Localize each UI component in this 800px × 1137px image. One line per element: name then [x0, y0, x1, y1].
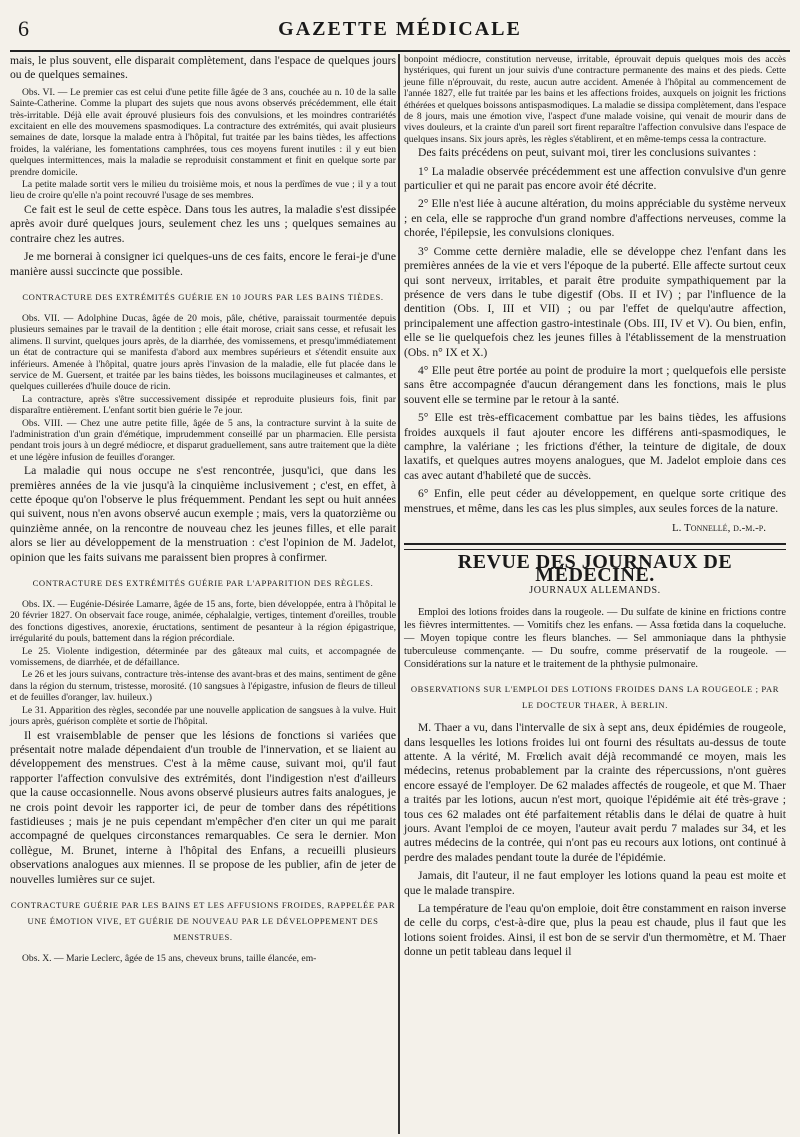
paragraph: mais, le plus souvent, elle disparait complètement, dans l'espace de quelques jours ou de quelques semaines.	[10, 54, 396, 82]
paragraph: Obs. VI. — Le premier cas est celui d'une petite fille âgée de 3 ans, couchée au n. 10 de la salle Sainte-Catherine. Comme la plupart des sujets que nous avons observés précédemment, elle était très-irritable. Déjà elle avait éprouvé plusieurs fois des convulsions, et les moindres contrariétés excitaient en elle des mouvemens spasmodiques. La contracture des extrémités, qui avait plusieurs semaines de date, lorsque la malade entra à l'hôpital, fut traitée par les bains tièdes, les affections froides, la valériane, les fomentations camphrées, tous ces moyens furent inutiles : il y eut bien quelques intermittences, mais la maladie se reproduisit constamment et finit en quelque sorte par prendre domicile.	[10, 86, 396, 178]
section-heading: CONTRACTURE DES EXTRÉMITÉS GUÉRIE PAR L'APPARITION DES RÈGLES.	[32, 578, 374, 589]
paragraph: La petite malade sortit vers le milieu du troisième mois, et nous la perdîmes de vue ; il y a tout lieu de croire qu'elle n'a point recouvré l'usage de ses membres.	[10, 179, 396, 202]
paragraph: Le 26 et les jours suivans, contracture très-intense des avant-bras et des mains, sentiment de gêne dans la région du sternum, tristesse, morosité. (10 sangsues à l'épigastre, infusion de fleurs de tilleul et de feuilles d'oranger, lav. huileux.)	[10, 669, 396, 704]
paragraph: La température de l'eau qu'on emploie, doit être constamment en raison inverse de celle du corps, c'est-à-dire que, plus la peau est chaude, plus il faut que les lotions soient froides. Ainsi, il est bon de se servir d'un thermomètre, et M. Thaer donne un petit tableau dans lequel il	[404, 902, 786, 959]
paragraph: 1° La maladie observée précédemment est une affection convulsive d'un genre particulier et qui ne parait pas encore avoir été décrite.	[404, 164, 786, 193]
paragraph: Le 31. Apparition des règles, secondée par une nouvelle application de sangsues à la vulve. Huit jours après, guérison complète et sortie de l'hôpital.	[10, 704, 396, 728]
paragraph: Le 25. Violente indigestion, déterminée par des gâteaux mal cuits, et accompagnée de vomissemens, de diarrhée, et de défaillance.	[10, 645, 396, 669]
paragraph: Il est vraisemblable de penser que les lésions de fonctions si variées que présentait notre malade dépendaient d'un trouble de l'innervation, et se liaient au développement des menstrues. C'est à la même cause, suivant moi, qu'il faut rapporter l'affection convulsive des extrémités, dont l'indigestion n'est d'ailleurs que la cause occasionnelle. Nous avons observé plusieurs autres faits analogues, je ne crois point devoir les rapporter ici, de peur de tomber dans des répétitions fastidieuses ; mais je ne puis cependant m'empêcher d'en citer un qui me parait accompagné de quelques circonstances remarquables. Ce sera le dernier. Mon collègue, M. Brunet, interne à l'hôpital des Enfans, a recueilli plusieurs observations analogues aux miennes. Il se propose de les publier, afin de jeter de nouvelles lumières sur ce sujet.	[10, 728, 396, 886]
paragraph: M. Thaer a vu, dans l'intervalle de six à sept ans, deux épidémies de rougeole, dans lesquelles les lotions froides lui ont fourni des résultats au-dessus de toute attente. A la vérité, M. Frœlich avait déjà recommandé ce moyen, mais les médecins, retenus probablement par la crainte des répercussions, n'ont guères encore essayé de l'employer. De 62 malades affectés de rougeole, et que M. Thaer a traités par les lotions, aucun n'est mort, quoique l'épidémie ait été très-grave ; tous ces 62 malades ont été parfaitement rétablis dans le délai de quatre à huit jours. Avant l'emploi de ce moyen, l'auteur avait perdu 7 malades sur 34, et les autres médecins de la contrée, qui n'ont pas eu recours aux lotions, ont continué à perdre des malades pendant toute la durée de l'épidémie.	[404, 721, 786, 864]
paragraph: Obs. X. — Marie Leclerc, âgée de 15 ans, cheveux bruns, taille élancée, em-	[22, 952, 317, 964]
section-heading: OBSERVATIONS SUR L'EMPLOI DES LOTIONS FROIDES DANS LA ROUGEOLE ; PAR LE DOCTEUR THAER, À BERLIN.	[410, 684, 780, 711]
paragraph: Obs. VII. — Adolphine Ducas, âgée de 20 mois, pâle, chétive, paraissait tourmentée depuis plusieurs semaines par le travail de la dentition ; elle était morose, criait sans cesse, et refusait les alimens. Il survint, quelques jours après, de la diarrhée, des vomissemens, et presqu'immédiatement un état de contracture qui se manifesta d'abord aux membres supérieurs et s'étendit ensuite aux inférieurs. Amenée à l'hôpital, quatre jours après l'invasion de la maladie, elle fut placée dans le service de M. Guersent, et traitée par les bains tièdes, les boissons mucilagineuses et calmantes, et quelques cuillerées d'huile douce de ricin.	[10, 312, 396, 393]
section-rule	[404, 543, 786, 550]
page-number: 6	[18, 16, 29, 41]
paragraph: Ce fait est le seul de cette espèce. Dans tous les autres, la maladie s'est dissipée après avoir duré quelques jours, seulement chez les uns ; quelques semaines au contraire chez les autres.	[10, 202, 396, 245]
left-column	[10, 54, 396, 965]
paragraph: 5° Elle est très-efficacement combattue par les bains tièdes, les affusions froides auxquels il faut ajouter encore les différens anti-spasmodiques, le camphre, la valériane ; les frictions d'éther, la teinture de digitale, de doux laxatifs, et quelques autres moyens analogues, que M. Jadelot emploie dans ces cas avec autant d'habileté que de succès.	[404, 411, 786, 482]
author-signature: L. Tonnellé, d.-m.-p.	[671, 522, 766, 534]
review-title: REVUE DES JOURNAUX DE MÉDECINE.	[457, 550, 733, 586]
right-column	[404, 54, 786, 964]
page-header	[10, 14, 790, 52]
paragraph: La maladie qui nous occupe ne s'est rencontrée, jusqu'ici, que dans les premières années de la vie jusqu'à la cinquième inclusivement ; c'est, en effet, à cette époque qu'on l'observe le plus fréquemment. Pendant les sept ou huit années qui suivent, nous n'en avons observé aucun exemple ; mais, vers la quatorzième ou quinzième année, on la rencontre de nouveau chez les jeunes filles, et elle parait alors se lier au développement de la menstruation : c'est l'opinion de M. Jadelot, opinion que les faits suivans me paraissent bien propres à confirmer.	[10, 464, 396, 564]
paragraph: Je me bornerai à consigner ici quelques-uns de ces faits, encore le ferai-je d'une manière aussi succincte que possible.	[10, 250, 396, 278]
column-divider	[398, 54, 400, 1134]
section-heading: CONTRACTURE DES EXTRÉMITÉS GUÉRIE EN 10 JOURS PAR LES BAINS TIÈDES.	[22, 291, 384, 302]
review-subtitle: JOURNAUX ALLEMANDS.	[529, 585, 661, 597]
paragraph: Obs. IX. — Eugénie-Désirée Lamarre, âgée de 15 ans, forte, bien développée, entra à l'hôpital le 20 février 1827. On observait face rouge, animée, céphalalgie, vertiges, tintement d'oreilles, trouble des fonctions digestives, anorexie, éructations, sentiment de pesanteur à la région épigastrique, irrégularité du pouls, battement dans la région précordiale.	[10, 599, 396, 645]
section-heading: CONTRACTURE GUÉRIE PAR LES BAINS ET LES AFFUSIONS FROIDES, RAPPELÉE PAR UNE ÉMOTION VIVE, ET GUÉRIE DE NOUVEAU PAR LE DÉVELOPPEMENT DES MENSTRUES.	[10, 899, 396, 942]
paragraph: bonpoint médiocre, constitution nerveuse, irritable, éprouvait depuis quelques mois des accès hystériques, qui furent un jour suivis d'une contracture permanente des mains et des pieds. Cette jeune fille n'éprouvait, du reste, aucun autre accident. Amenée à l'hôpital au commencement de l'année 1827, elle fut traitée par les bains et les affections froides, auxquels on joignit les frictions éthérées et quelques boissons antispasmodiques. La maladie se dissipa complètement, dans l'espace de 8 jours, mais une émotion vive, l'aspect d'une malade voisine, qui venait de mourir dans de vives douleurs, et la crainte d'un pareil sort firent reparaître l'affection convulsive dans l'espace de quelques insans. Six jours après, les règles s'établirent, et en même-temps cessa la contracture.	[404, 54, 786, 145]
paragraph: 4° Elle peut être portée au point de produire la mort ; quelquefois elle persiste sans être accompagnée d'aucun dérangement dans les fonctions, mais le plus souvent elle se termine par le retour à la santé.	[404, 363, 786, 406]
paragraph: 2° Elle n'est liée à aucune altération, du moins appréciable du système nerveux ; en cela, elle se rapproche d'un grand nombre d'affections nerveuses, comme la chorée, l'épilepsie, les convulsions cloniques.	[404, 197, 786, 240]
publication-title: GAZETTE MÉDICALE	[278, 18, 522, 40]
paragraph: Des faits précédens on peut, suivant moi, tirer les conclusions suivantes :	[418, 146, 757, 160]
paragraph: 6° Enfin, elle peut céder au développement, en quelque sorte critique des menstrues, et même, dans les cas les plus simples, aux seules forces de la nature.	[404, 487, 786, 515]
review-summary: Emploi des lotions froides dans la rougeole. — Du sulfate de kinine en frictions contre les fièvres intermittentes. — Vomitifs chez les enfans. — Assa fœtida dans la coqueluche. — Moyen topique contre les fleurs blanches. — Sel ammoniaque dans la phthysie tuberculeuse commençante. — Du soufre, comme préservatif de la rougeole. — Considérations sur la nature et le traitement de la phthysie pulmonaire.	[404, 607, 786, 671]
paragraph: 3° Comme cette dernière maladie, elle se développe chez l'enfant dans les premières années de la vie et vers l'époque de la puberté. Elle affecte surtout ceux qui sont nerveux, irritables, et parait être produite sympathiquement par la présence de vers dans le tube digestif (Obs. II et IV) ; par l'influence de la dentition (Obs. I, III et VII) ; ou par l'effet de quelqu'autre affection, principalement une affection gastro-intestinale (Obs. III, IV et V). Ou bien, enfin, elle se lie quelquefois chez les jeunes filles à l'établissement de la menstruation (Obs. n° IX et X.)	[404, 244, 786, 359]
paragraph: Jamais, dit l'auteur, il ne faut employer les lotions quand la peau est moite et que le malade transpire.	[404, 869, 786, 897]
paragraph: Obs. VIII. — Chez une autre petite fille, âgée de 5 ans, la contracture survint à la suite de l'administration d'un grain d'émétique, imprudemment conseillé par un pharmacien. Elle persista pendant trois jours à un degré médiocre, et disparut graduellement, sans autre traitement que la diète et une légère infusion de feuilles d'oranger.	[10, 417, 396, 463]
paragraph: La contracture, après s'être successivement dissipée et reproduite plusieurs fois, finit par disparaître entièrement. L'enfant sortit bien guérie le 7e jour.	[10, 393, 396, 417]
